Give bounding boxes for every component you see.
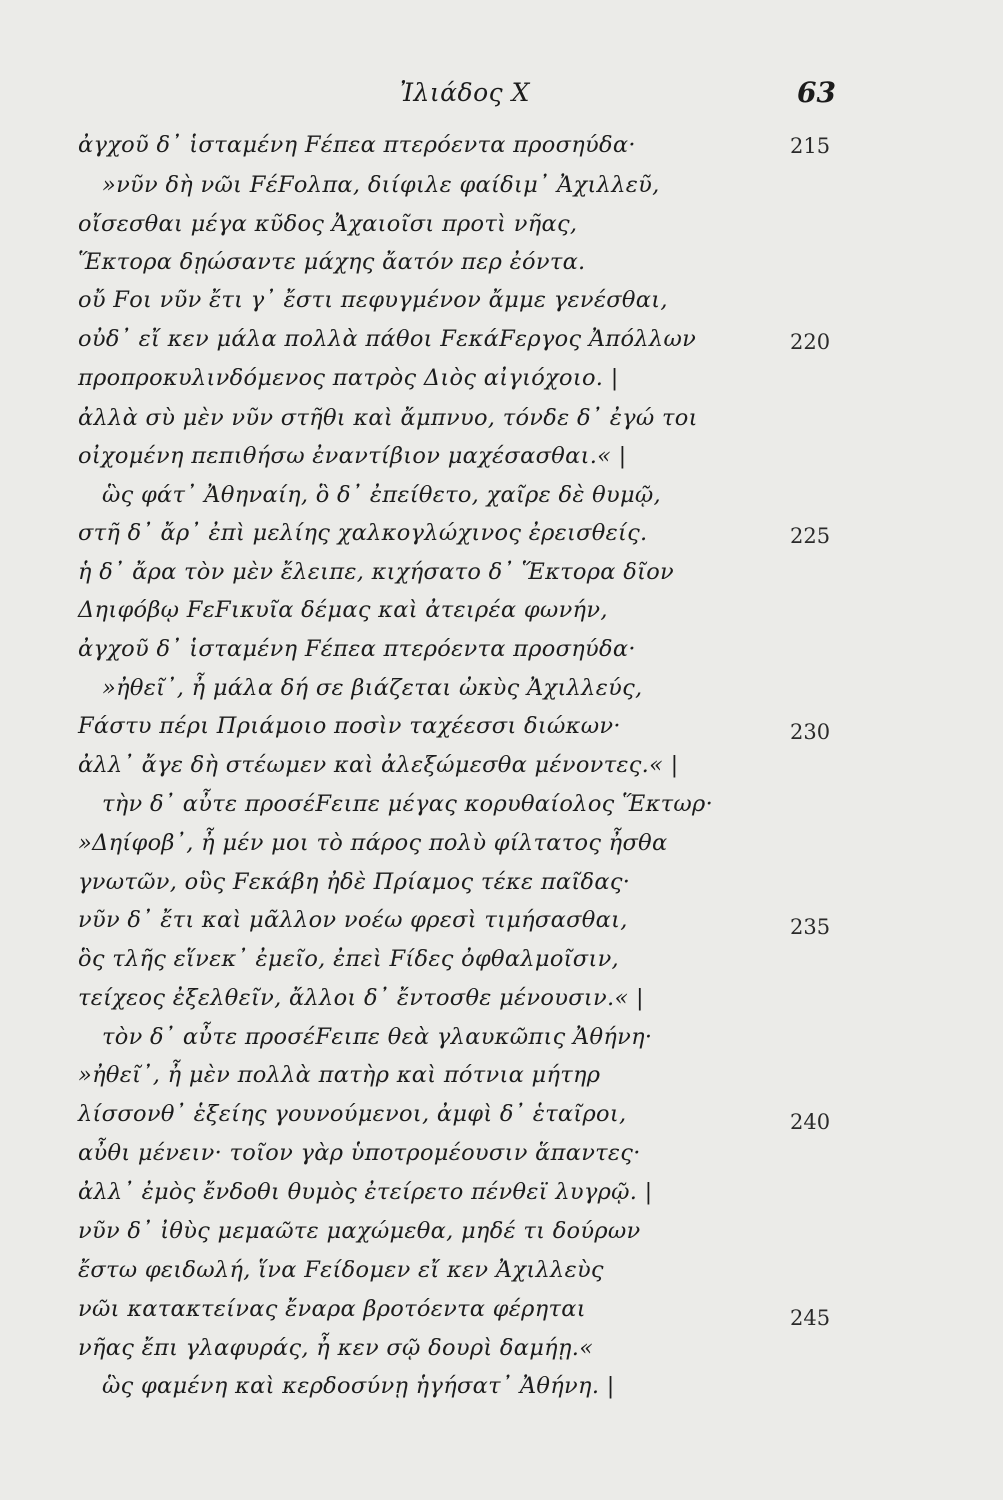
line-number: 240: [790, 1110, 831, 1134]
verse-line: προπροκυλινδόμενος πατρὸς Διὸς αἰγιόχοιο. |: [78, 365, 619, 391]
verse-line: νῆας ἔπι γλαφυράς, ἦ κεν σῷ δουρὶ δαμήῃ.«: [78, 1335, 594, 1361]
verse-line: ἀλλ᾽ ἐμὸς ἔνδοθι θυμὸς ἐτείρετο πένθεϊ λυγρῷ. |: [78, 1179, 653, 1205]
line-number: 230: [790, 720, 831, 744]
line-number: 215: [790, 134, 831, 158]
verse-line: ἔστω φειδωλή, ἵνα Fείδομεν εἴ κεν Ἀχιλλεὺς: [78, 1257, 604, 1283]
verse-line: αὖθι μένειν· τοῖον γὰρ ὑποτρομέουσιν ἅπαντες·: [78, 1140, 641, 1166]
verse-line: »Δηίφοβ᾽, ἦ μέν μοι τὸ πάρος πολὺ φίλτατος ἦσθα: [78, 830, 668, 856]
verse-line: νῦν δ᾽ ἰθὺς μεμαῶτε μαχώμεθα, μηδέ τι δούρων: [78, 1218, 641, 1244]
line-number: 235: [790, 915, 831, 939]
line-number: 225: [790, 524, 831, 548]
verse-line: ἀγχοῦ δ᾽ ἱσταμένη Fέπεα πτερόεντα προσηύδα·: [78, 636, 636, 662]
verse-line: ὣς φάτ᾽ Ἀθηναίη, ὃ δ᾽ ἐπείθετο, χαῖρε δὲ θυμῷ,: [102, 482, 661, 508]
verse-line: »ἠθεῖ᾽, ἦ μάλα δή σε βιάζεται ὠκὺς Ἀχιλλεύς,: [102, 675, 643, 701]
verse-line: οἰχομένη πεπιθήσω ἐναντίβιον μαχέσασθαι.« |: [78, 443, 627, 469]
verse-line: »ἠθεῖ᾽, ἦ μὲν πολλὰ πατὴρ καὶ πότνια μήτηρ: [78, 1062, 601, 1088]
verse-line: οὔ Fοι νῦν ἔτι γ᾽ ἔστι πεφυγμένον ἄμμε γενέσθαι,: [78, 287, 668, 313]
verse-line: Δηιφόβῳ FεFικυῖα δέμας καὶ ἀτειρέα φωνήν,: [78, 597, 608, 623]
page-number: 63: [797, 76, 836, 109]
verse-line: τὸν δ᾽ αὖτε προσέFειπε θεὰ γλαυκῶπις Ἀθήνη·: [102, 1024, 653, 1050]
running-title: Ἰλιάδος Χ: [400, 78, 530, 107]
verse-line: οἴσεσθαι μέγα κῦδος Ἀχαιοῖσι προτὶ νῆας,: [78, 211, 578, 237]
verse-line: στῆ δ᾽ ἄρ᾽ ἐπὶ μελίης χαλκογλώχινος ἐρεισθείς.: [78, 520, 648, 546]
verse-line: νῶι κατακτείνας ἔναρα βροτόεντα φέρηται: [78, 1296, 586, 1322]
verse-line: ὃς τλῆς εἵνεκ᾽ ἐμεῖο, ἐπεὶ Fίδες ὀφθαλμοῖσιν,: [78, 946, 620, 972]
verse-line: οὐδ᾽ εἴ κεν μάλα πολλὰ πάθοι FεκάFεργος Ἀπόλλων: [78, 326, 697, 352]
verse-line: ὣς φαμένη καὶ κερδοσύνῃ ἡγήσατ᾽ Ἀθήνη. |: [102, 1373, 615, 1399]
verse-line: »νῦν δὴ νῶι FέFολπα, διίφιλε φαίδιμ᾽ Ἀχιλλεῦ,: [102, 172, 660, 198]
verse-line: ἀλλὰ σὺ μὲν νῦν στῆθι καὶ ἄμπνυο, τόνδε δ᾽ ἐγώ τοι: [78, 405, 698, 431]
line-number: 245: [790, 1306, 831, 1330]
line-number: 220: [790, 330, 831, 354]
verse-line: τὴν δ᾽ αὖτε προσέFειπε μέγας κορυθαίολος Ἕκτωρ·: [102, 791, 714, 817]
verse-line: Ἕκτορα δῃώσαντε μάχης ἄατόν περ ἐόντα.: [78, 249, 586, 275]
verse-line: τείχεος ἐξελθεῖν, ἄλλοι δ᾽ ἔντοσθε μένουσιν.« |: [78, 985, 644, 1011]
verse-line: ἀλλ᾽ ἄγε δὴ στέωμεν καὶ ἀλεξώμεσθα μένοντες.« |: [78, 752, 679, 778]
verse-line: λίσσονθ᾽ ἑξείης γουνούμενοι, ἀμφὶ δ᾽ ἑταῖροι,: [78, 1101, 627, 1127]
verse-line: ἡ δ᾽ ἄρα τὸν μὲν ἔλειπε, κιχήσατο δ᾽ Ἕκτορα δῖον: [78, 559, 675, 585]
verse-line: Fάστυ πέρι Πριάμοιο ποσὶν ταχέεσσι διώκων·: [78, 713, 621, 739]
verse-line: νῦν δ᾽ ἔτι καὶ μᾶλλον νοέω φρεσὶ τιμήσασθαι,: [78, 907, 628, 933]
verse-line: ἀγχοῦ δ᾽ ἱσταμένη Fέπεα πτερόεντα προσηύδα·: [78, 132, 636, 158]
verse-line: γνωτῶν, οὓς Fεκάβη ἠδὲ Πρίαμος τέκε παῖδας·: [78, 869, 631, 895]
